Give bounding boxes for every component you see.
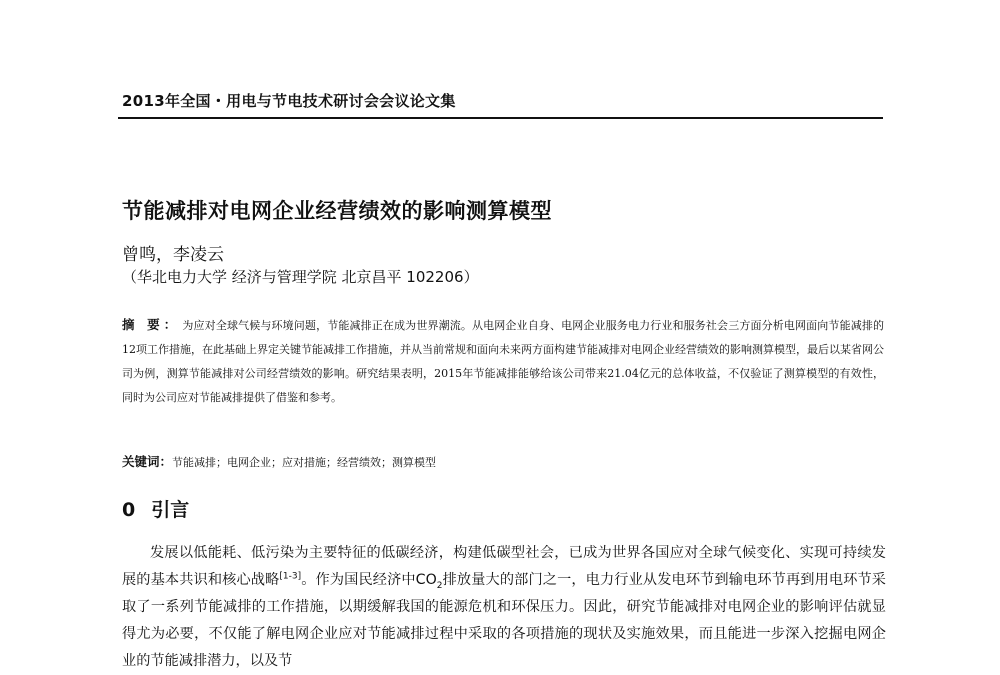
body-text-part2: 。作为国民经济中CO [301,572,437,588]
authors: 曾鸣，李凌云 [122,245,224,265]
header-rule [118,117,883,119]
body-text-part1: 发展以低能耗、低污染为主要特征的低碳经济，构建低碳型社会，已成为世界各国应对全球气候变化、实现可持续发展的基本共识和核心战略 [122,545,886,588]
abstract-text: 为应对全球气候与环境问题，节能减排正在成为世界潮流。从电网企业自身、电网企业服务电力行业和服务社会三方面分析电网面向节能减排的12项工作措施，在此基础上界定关键节能减排工作措施，并从当前常规和面向未来两方面构建节能减排对电网企业经营绩效的影响测算模型，最后以某省网公司为例，测算节能减排对公司经营绩效的影响。研究结果表明，2015年节能减排能够给该公司带来21.04亿元的总体收益，不仅验证了测算模型的有效性，同时为公司应对节能减排提供了借鉴和参考。 [122,319,884,404]
affiliation: （华北电力大学 经济与管理学院 北京昌平 102206） [122,268,479,286]
running-header: 2013年全国・用电与节电技术研讨会会议论文集 [122,92,456,110]
co2-subscript: 2 [436,580,443,591]
body-paragraph [122,540,886,675]
abstract-label: 摘 要： [122,317,181,332]
keywords-text: 节能减排；电网企业；应对措施；经营绩效；测算模型 [172,456,437,469]
section-heading [122,495,189,522]
abstract [122,313,884,410]
paper-title: 节能减排对电网企业经营绩效的影响测算模型 [122,199,552,223]
keywords-label: 关键词： [122,454,173,469]
citation-ref: [1-3] [279,571,302,582]
section-title: 引言 [151,499,190,521]
keywords [122,452,436,470]
section-number: 0 [122,499,136,521]
body-text-part3: 排放量大的部门之一，电力行业从发电环节到输电环节再到用电环节采取了一系列节能减排的工作措施，以期缓解我国的能源危机和环保压力。因此，研究节能减排对电网企业的影响评估就显得尤为必要，不仅能了解电网企业应对节能减排过程中采取的各项措施的现状及实施效果，而且能进一步深入挖掘电网企业的节能减排潜力，以及节 [122,572,886,669]
